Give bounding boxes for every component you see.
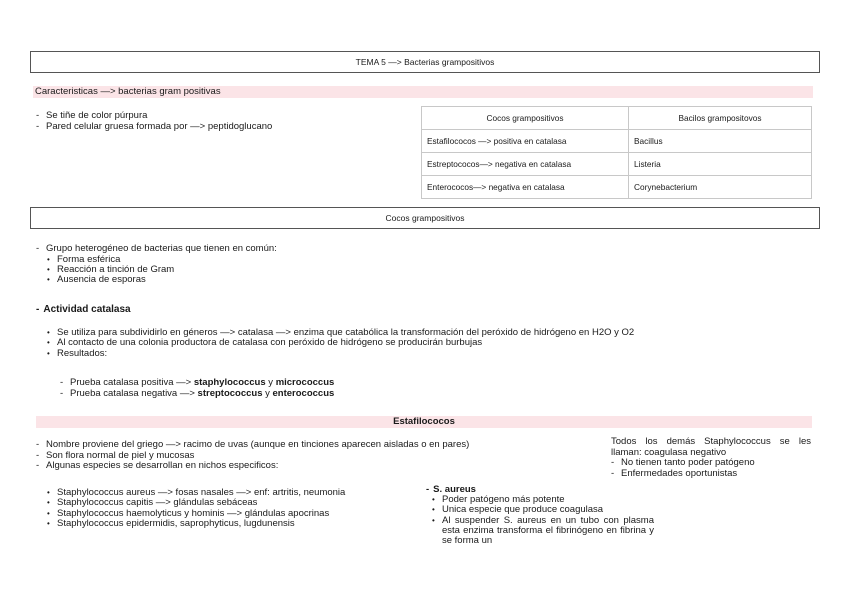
list-item: - Pared celular gruesa formada por —> peptidoglucano [36, 122, 416, 133]
list-item: • Forma esférica [47, 255, 636, 265]
list-item: - Prueba catalasa negativa —> streptococcus y enterococcus [60, 389, 560, 400]
table-cell: Estreptococos—> negativa en catalasa [422, 153, 629, 176]
list-item: • Staphylococcus aureus —> fosas nasales —> enf: artritis, neumonia [47, 488, 427, 498]
estafilococos-list [36, 440, 596, 472]
table-cell: Estafilococos —> positiva en catalasa [422, 130, 629, 153]
list-item: - Se tiñe de color púrpura [36, 111, 416, 122]
list-item: • Al suspender S. aureus en un tubo con plasma esta enzima transforma el fibrinógeno en fibrina y se forma un [432, 516, 654, 547]
bacteria-table [421, 106, 812, 199]
table-cell: Bacillus [629, 130, 812, 153]
list-item: • Poder patógeno más potente [432, 495, 654, 505]
cocos-box-text: Cocos grampositivos [385, 213, 465, 223]
table-row [422, 176, 812, 199]
title-box [30, 51, 820, 73]
caracteristicas-list [36, 111, 416, 132]
list-item: • Reacción a tinción de Gram [47, 265, 636, 275]
list-item: • Resultados: [47, 349, 837, 359]
table-cell: Corynebacterium [629, 176, 812, 199]
list-item: • Staphylococcus capitis —> glándulas sebáceas [47, 498, 427, 508]
table-row [422, 153, 812, 176]
list-item: - Nombre proviene del griego —> racimo de uvas (aunque en tinciones aparecen aisladas o en pares) [36, 440, 596, 451]
others-list [611, 458, 811, 479]
list-item: - Prueba catalasa positiva —> staphylococcus y micrococcus [60, 378, 560, 389]
title-text: TEMA 5 —> Bacterias grampositivos [355, 57, 495, 67]
list-item: • Al contacto de una colonia productora de catalasa con peróxido de hidrógeno se producirán burbujas [47, 338, 837, 348]
species-list [36, 488, 427, 529]
catalasa-heading: - Actividad catalasa [36, 304, 131, 315]
grupo-items [36, 255, 636, 286]
list-item: - No tienen tanto poder patógeno [611, 458, 811, 469]
aureus-list [426, 495, 654, 546]
caracteristicas-heading: Caracteristicas —> bacterias gram positivas [33, 86, 813, 98]
others-intro: Todos los demás Staphylococcus se les llaman: coagulasa negativo [611, 436, 811, 458]
list-item: • Ausencia de esporas [47, 275, 636, 285]
list-item: - Enfermedades oportunistas [611, 469, 811, 480]
table-header-row [422, 107, 812, 130]
list-item: - Algunas especies se desarrollan en nichos especificos: [36, 461, 596, 472]
resultados-list [60, 378, 560, 399]
grupo-section [36, 244, 636, 285]
table-row [422, 130, 812, 153]
table-header: Bacilos grampositovos [629, 107, 812, 130]
grupo-intro: - Grupo heterogéneo de bacterias que tienen en común: [36, 244, 636, 255]
list-item: • Staphylococcus epidermidis, saprophyticus, lugdunensis [47, 519, 427, 529]
list-item: • Se utiliza para subdividirlo en géneros —> catalasa —> enzima que catabólica la transformación del peróxido de hidrógeno en H2O y O2 [47, 328, 837, 338]
list-item: • Unica especie que produce coagulasa [432, 505, 654, 515]
table-header: Cocos grampositivos [422, 107, 629, 130]
table-cell: Listeria [629, 153, 812, 176]
list-item: • Staphylococcus haemolyticus y hominis —> glándulas apocrinas [47, 509, 427, 519]
list-item: - Son flora normal de piel y mucosas [36, 451, 596, 462]
cocos-box [30, 207, 820, 229]
aureus-heading: - S. aureus [426, 484, 476, 495]
others-section [611, 437, 811, 479]
estafilococos-heading: Estafilococos [36, 416, 812, 428]
table-cell: Enterococos—> negativa en catalasa [422, 176, 629, 199]
aureus-section [426, 484, 654, 546]
catalasa-list [36, 328, 837, 359]
